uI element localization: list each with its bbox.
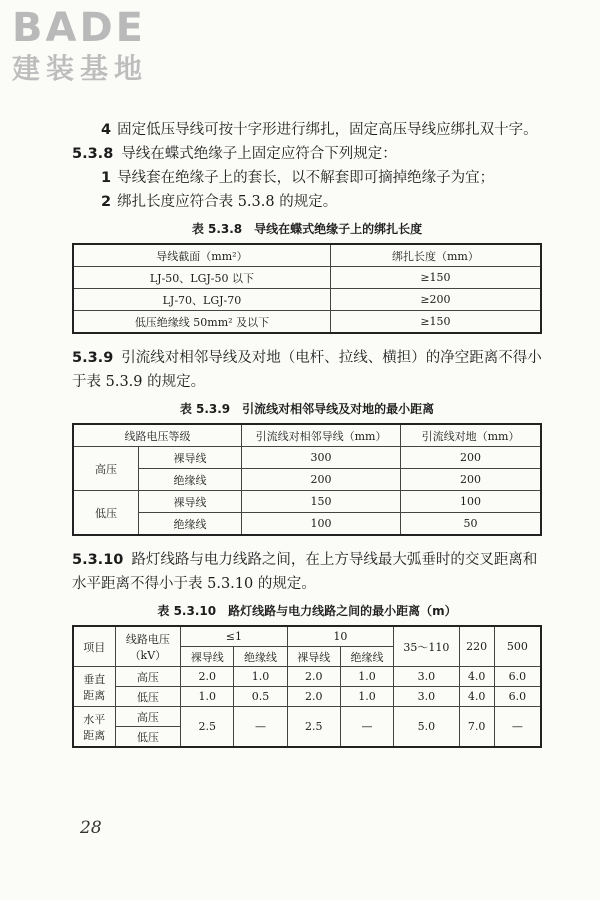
page-content <box>72 118 542 748</box>
table-row <box>73 513 541 536</box>
logo <box>12 6 182 86</box>
table-row <box>73 491 541 513</box>
table-cell: 6.0 <box>494 667 541 687</box>
header-cell: 引流线对地（mm） <box>401 424 541 447</box>
table-title: 引流线对相邻导线及对地的最小距离 <box>242 402 435 416</box>
table-cell: 5.0 <box>394 707 460 748</box>
clause-5-3-9 <box>72 346 542 394</box>
table-title: 导线在蝶式绝缘子上的绑扎长度 <box>254 222 423 236</box>
item-1 <box>72 166 542 190</box>
voltage-header-line2: （kV） <box>129 648 167 662</box>
table-row <box>73 311 541 334</box>
table-cell: 0.5 <box>234 687 287 707</box>
row-group-label-line1: 垂直 <box>83 672 106 686</box>
table-cell: 1.0 <box>234 667 287 687</box>
logo-subtitle: 建装基地 <box>12 52 149 85</box>
table-row <box>73 447 541 469</box>
clause-text: 导线在蝶式绝缘子上固定应符合下列规定： <box>121 146 397 162</box>
header-cell: ≤1 <box>181 626 287 647</box>
subheader-cell: 绝缘线 <box>234 647 287 667</box>
table-cell: 4.0 <box>459 667 494 687</box>
row-group-label <box>73 707 115 748</box>
table-cell: 裸导线 <box>139 447 242 469</box>
table-cell: 高压 <box>115 707 181 727</box>
clause-text: 路灯线路与电力线路之间，在上方导线最大弧垂时的交叉距离和水平距离不得小于表 5.3.10 的规定。 <box>72 552 538 592</box>
table-cell: — <box>234 707 287 748</box>
table-cell: ≥200 <box>330 289 541 311</box>
table-cell: 200 <box>401 469 541 491</box>
table-row <box>73 667 541 687</box>
table-cell: 低压 <box>115 727 181 748</box>
item-number: 1 <box>101 170 112 186</box>
row-group-label-line2: 距离 <box>83 688 106 702</box>
table-cell: 绝缘线 <box>139 513 242 536</box>
table-row <box>73 289 541 311</box>
item-2 <box>72 190 542 214</box>
table-header-row <box>73 244 541 267</box>
row-group-label-line1: 水平 <box>83 712 106 726</box>
table-cell: 裸导线 <box>139 491 242 513</box>
header-cell: 220 <box>459 626 494 667</box>
table-cell: 200 <box>241 469 400 491</box>
header-cell: 引流线对相邻导线（mm） <box>241 424 400 447</box>
table-number: 表 5.3.10 <box>157 604 217 618</box>
table-cell: 3.0 <box>394 667 460 687</box>
row-group-label <box>73 667 115 707</box>
table-cell: 2.0 <box>181 667 234 687</box>
table-caption-5-3-9 <box>72 400 542 417</box>
voltage-header-line1: 线路电压 <box>125 632 170 646</box>
table-cell: 300 <box>241 447 400 469</box>
table-cell: ≥150 <box>330 267 541 289</box>
item-number: 4 <box>101 122 112 138</box>
subheader-cell: 绝缘线 <box>340 647 393 667</box>
table-cell: 200 <box>401 447 541 469</box>
header-cell: 35～110 <box>394 626 460 667</box>
table-row <box>73 707 541 727</box>
subheader-cell: 裸导线 <box>287 647 340 667</box>
item-text: 绑扎长度应符合表 5.3.8 的规定。 <box>117 194 338 210</box>
table-header-row <box>73 626 541 647</box>
table-number: 表 5.3.9 <box>179 402 231 416</box>
table-cell: 2.0 <box>287 667 340 687</box>
table-cell: 高压 <box>115 667 181 687</box>
table-cell: ≥150 <box>330 311 541 334</box>
table-cell: 2.5 <box>181 707 234 748</box>
item-number: 2 <box>101 194 112 210</box>
logo-wordmark: BADE <box>12 5 146 51</box>
table-cell: LJ-70、LGJ-70 <box>73 289 330 311</box>
table-cell: 100 <box>401 491 541 513</box>
table-number: 表 5.3.8 <box>191 222 243 236</box>
clause-5-3-8 <box>72 142 542 166</box>
header-cell: 绑扎长度（mm） <box>330 244 541 267</box>
table-cell: 1.0 <box>340 667 393 687</box>
header-cell: 线路电压等级 <box>73 424 241 447</box>
table-cell: 2.0 <box>287 687 340 707</box>
header-cell: 项目 <box>73 626 115 667</box>
table-cell: — <box>340 707 393 748</box>
table-cell: 1.0 <box>181 687 234 707</box>
table-cell: 1.0 <box>340 687 393 707</box>
table-5-3-10 <box>72 625 542 748</box>
table-cell: 低压 <box>115 687 181 707</box>
table-cell: 100 <box>241 513 400 536</box>
table-title: 路灯线路与电力线路之间的最小距离（m） <box>228 604 457 618</box>
table-5-3-9 <box>72 423 542 536</box>
clause-number: 5.3.8 <box>72 146 114 162</box>
header-cell: 500 <box>494 626 541 667</box>
table-header-row <box>73 424 541 447</box>
header-cell <box>115 626 181 667</box>
table-row <box>73 469 541 491</box>
table-cell: 绝缘线 <box>139 469 242 491</box>
clause-number: 5.3.9 <box>72 350 114 366</box>
table-caption-5-3-10 <box>72 602 542 619</box>
group-label: 低压 <box>73 491 139 536</box>
table-cell: 50 <box>401 513 541 536</box>
table-cell: 6.0 <box>494 687 541 707</box>
table-cell: LJ-50、LGJ-50 以下 <box>73 267 330 289</box>
header-cell: 10 <box>287 626 394 647</box>
table-cell: 7.0 <box>459 707 494 748</box>
clause-5-3-10 <box>72 548 542 596</box>
group-label: 高压 <box>73 447 139 491</box>
item-4 <box>72 118 542 142</box>
row-group-label-line2: 距离 <box>83 728 106 742</box>
item-text: 固定低压导线可按十字形进行绑扎，固定高压导线应绑扎双十字。 <box>117 122 538 138</box>
table-5-3-8 <box>72 243 542 334</box>
subheader-cell: 裸导线 <box>181 647 234 667</box>
table-cell: 低压绝缘线 50mm² 及以下 <box>73 311 330 334</box>
table-cell: 150 <box>241 491 400 513</box>
table-cell: 2.5 <box>287 707 340 748</box>
table-caption-5-3-8 <box>72 220 542 237</box>
table-cell: 3.0 <box>394 687 460 707</box>
page-number: 28 <box>80 818 102 838</box>
table-cell: — <box>494 707 541 748</box>
clause-text: 引流线对相邻导线及对地（电杆、拉线、横担）的净空距离不得小于表 5.3.9 的规定。 <box>72 350 542 390</box>
table-row <box>73 687 541 707</box>
header-cell: 导线截面（mm²） <box>73 244 330 267</box>
table-row <box>73 267 541 289</box>
table-cell: 4.0 <box>459 687 494 707</box>
clause-number: 5.3.10 <box>72 552 124 568</box>
item-text: 导线套在绝缘子上的套长，以不解套即可摘掉绝缘子为宜； <box>117 170 495 186</box>
